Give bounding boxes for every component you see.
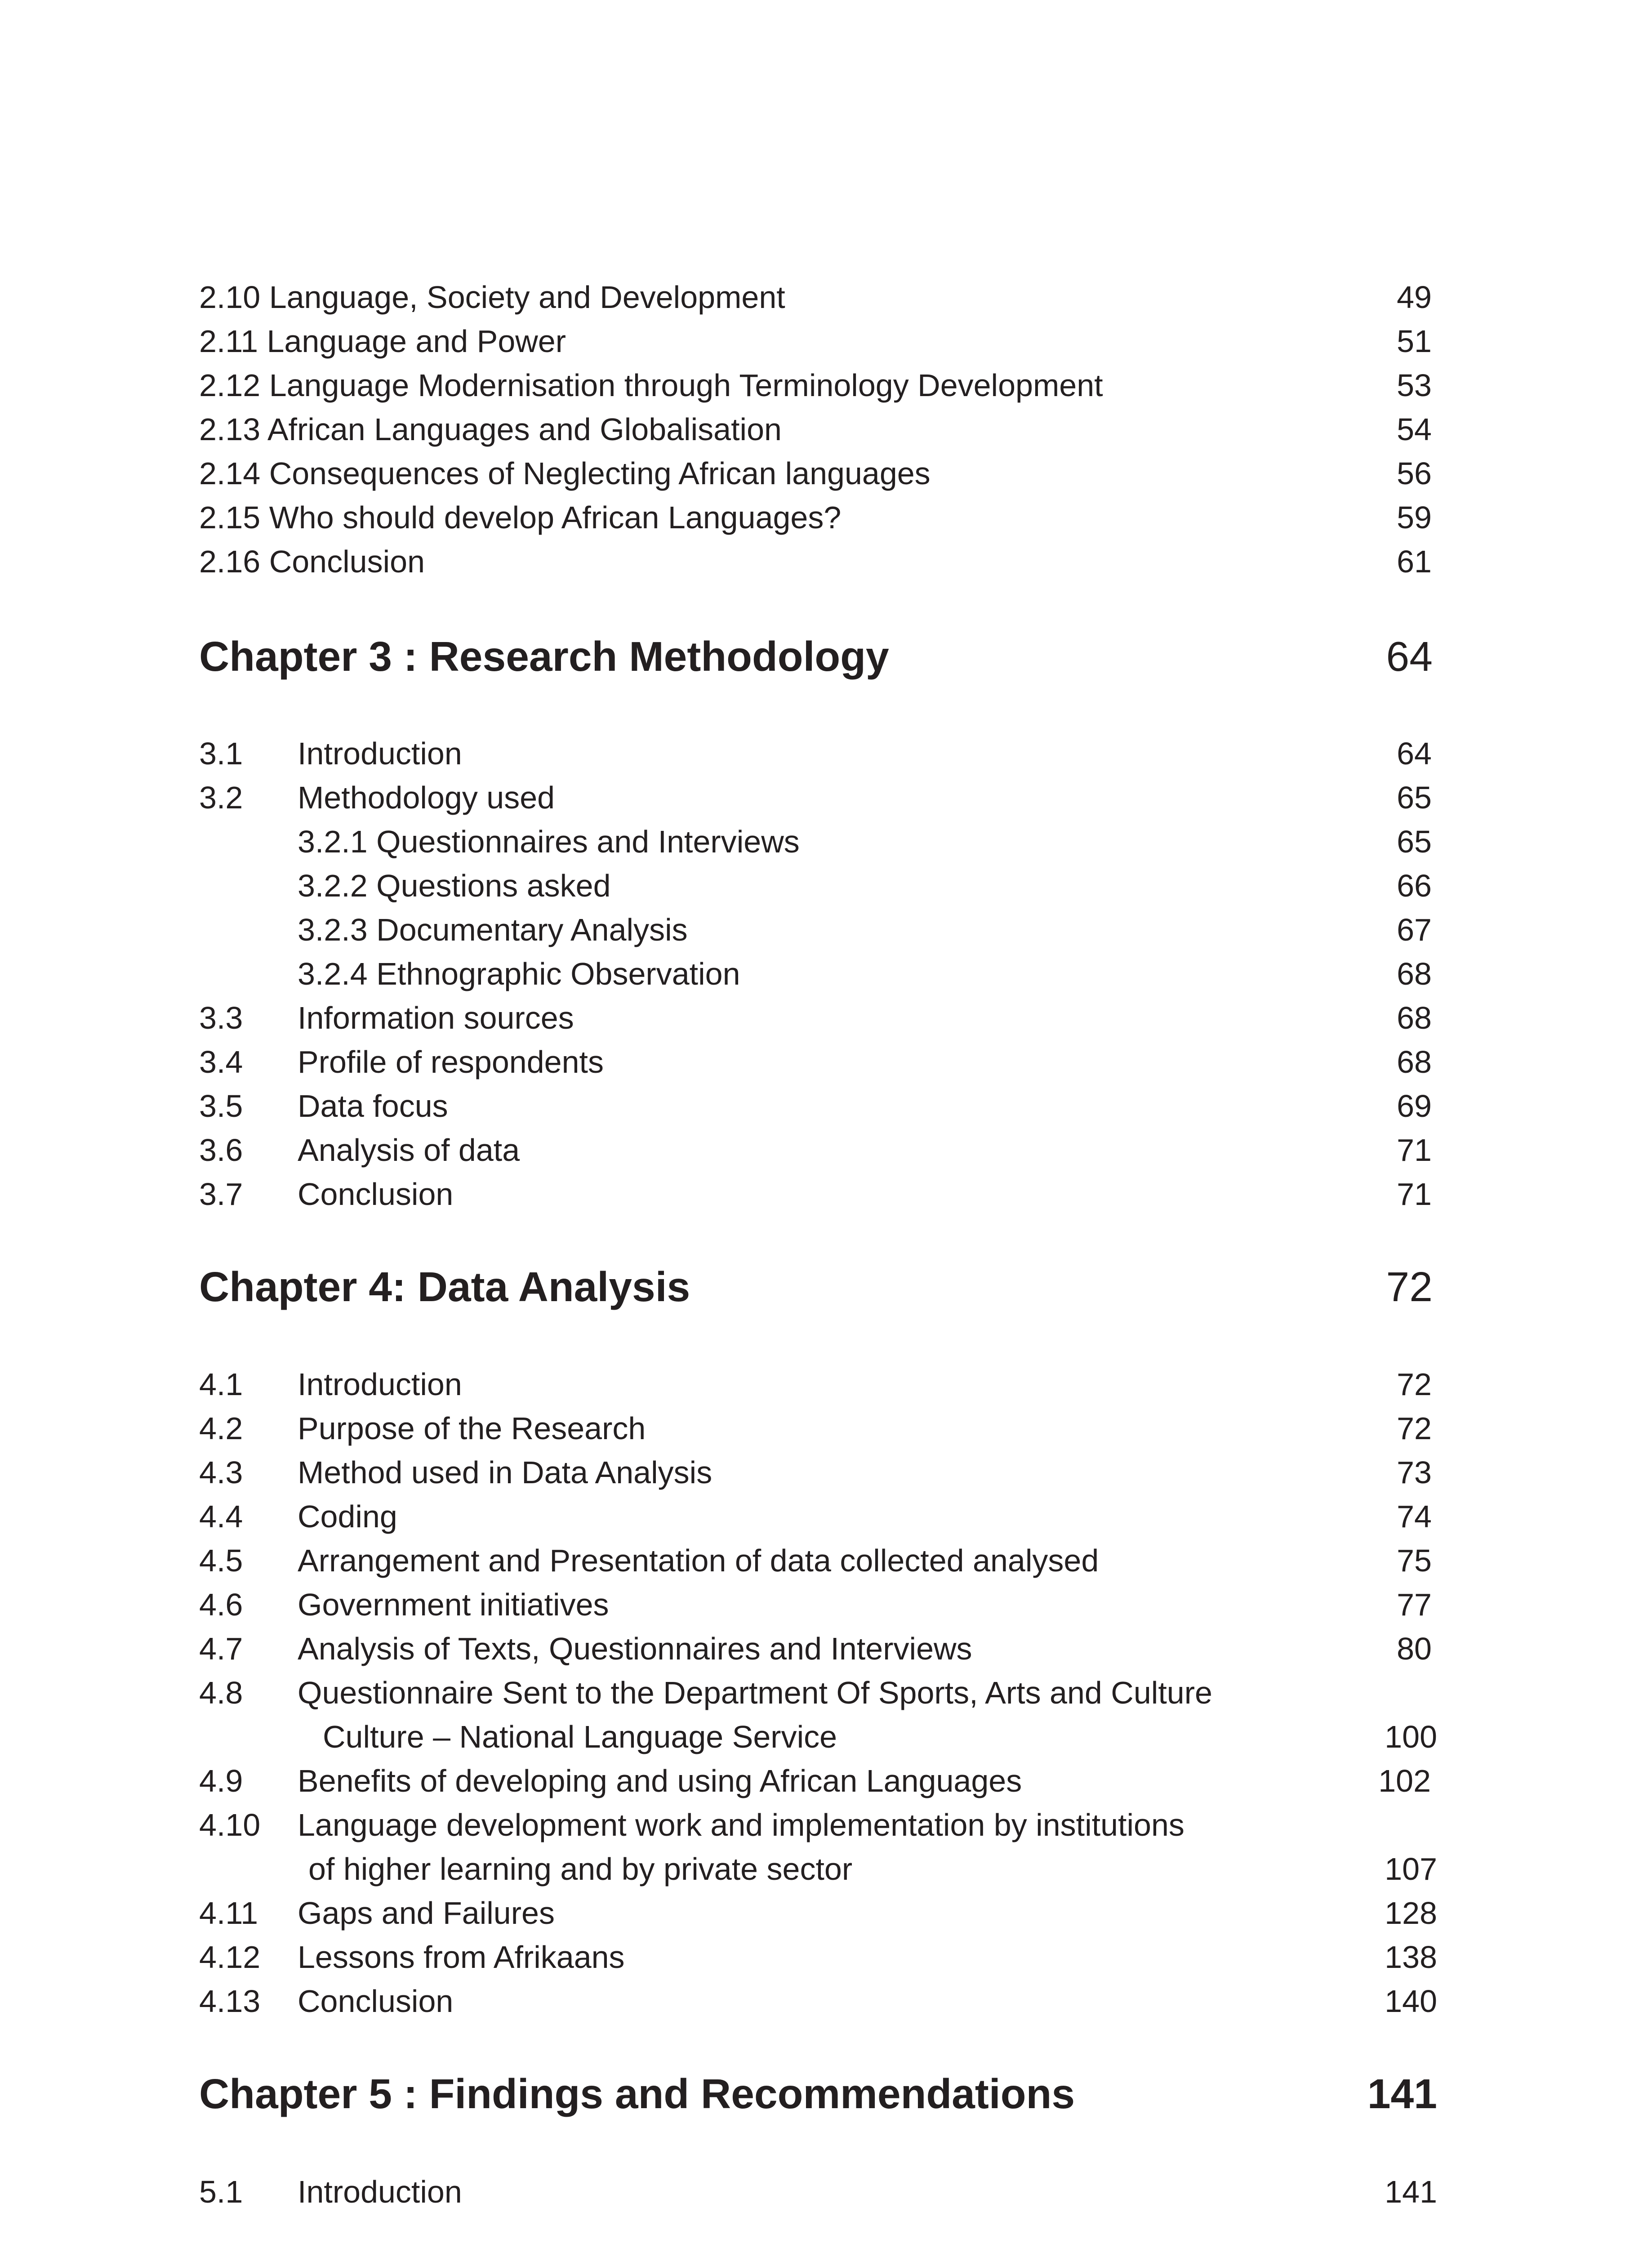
toc-entry-title: Language development work and implementation by institutions [298, 1807, 1184, 1842]
toc-entry[interactable] [0, 363, 1652, 407]
toc-entry-number: 3.4 [199, 1044, 243, 1079]
toc-entry-number: 4.10 [199, 1807, 261, 1842]
toc-entry-page: 100 [1385, 1719, 1437, 1754]
toc-entry[interactable] [0, 1406, 1652, 1450]
toc-entry-number: 4.9 [199, 1763, 243, 1798]
toc-entry-title: Coding [298, 1499, 397, 1534]
toc-entry-page: 66 [1397, 868, 1432, 903]
toc-entry-page: 49 [1397, 280, 1432, 315]
toc-entry[interactable] [0, 1979, 1652, 2023]
toc-entry-number: 3.6 [199, 1133, 243, 1168]
toc-entry[interactable] [0, 1084, 1652, 1128]
chapter-heading-4[interactable] [0, 1258, 1652, 1316]
chapter-title: Chapter 3 : Research Methodology [199, 633, 889, 680]
toc-entry-page: 75 [1397, 1543, 1432, 1578]
toc-entry[interactable] [0, 495, 1652, 540]
toc-entry-title: 2.13 African Languages and Globalisation [199, 412, 782, 447]
toc-entry-title: of higher learning and by private sector [308, 1851, 853, 1887]
toc-entry-title: 2.16 Conclusion [199, 544, 425, 579]
toc-entry-page: 51 [1397, 324, 1432, 359]
toc-entry[interactable] [0, 1172, 1652, 1216]
toc-entry-title: 2.14 Consequences of Neglecting African languages [199, 456, 931, 491]
toc-entry-page: 102 [1378, 1763, 1431, 1798]
toc-subentry[interactable] [0, 908, 1652, 952]
toc-entry-page: 138 [1385, 1940, 1437, 1975]
toc-entry-title: 3.2.2 Questions asked [298, 868, 611, 903]
chapter-page: 141 [1367, 2070, 1437, 2117]
toc-entry[interactable] [0, 1494, 1652, 1539]
toc-entry-title: Purpose of the Research [298, 1411, 646, 1446]
chapter-heading-5[interactable] [0, 2065, 1652, 2123]
toc-entry-page: 68 [1397, 956, 1432, 991]
toc-entry-number: 4.13 [199, 1984, 261, 2019]
toc-entry-page: 54 [1397, 412, 1432, 447]
toc-entry-page: 64 [1397, 736, 1432, 771]
toc-entry-title: Analysis of data [298, 1133, 520, 1168]
toc-entry-number: 4.6 [199, 1587, 243, 1622]
toc-entry-title: Lessons from Afrikaans [298, 1940, 625, 1975]
toc-entry-number: 5.1 [199, 2174, 243, 2209]
toc-entry-page: 59 [1397, 500, 1432, 535]
toc-entry-page: 80 [1397, 1631, 1432, 1666]
toc-entry[interactable] [0, 1935, 1652, 1979]
toc-entry-continuation[interactable] [0, 1715, 1652, 1759]
toc-subentry[interactable] [0, 864, 1652, 908]
toc-entry-page: 141 [1385, 2174, 1437, 2209]
toc-entry-page: 140 [1385, 1984, 1437, 2019]
toc-entry-page: 61 [1397, 544, 1432, 579]
toc-entry-page: 53 [1397, 368, 1432, 403]
toc-entry-title: Arrangement and Presentation of data collected analysed [298, 1543, 1099, 1578]
toc-entry-number: 4.12 [199, 1940, 261, 1975]
toc-entry-title: Analysis of Texts, Questionnaires and Interviews [298, 1631, 972, 1666]
toc-entry[interactable] [0, 2170, 1652, 2214]
toc-entry[interactable] [0, 1671, 1652, 1715]
toc-entry-page: 65 [1397, 824, 1432, 859]
toc-entry-number: 4.3 [199, 1455, 243, 1490]
toc-entry-number: 4.1 [199, 1367, 243, 1402]
toc-subentry[interactable] [0, 820, 1652, 864]
toc-entry-page: 74 [1397, 1499, 1432, 1534]
toc-entry-title: Introduction [298, 1367, 462, 1402]
toc-entry[interactable] [0, 1362, 1652, 1406]
toc-entry[interactable] [0, 1759, 1652, 1803]
toc-entry-title: Government initiatives [298, 1587, 609, 1622]
toc-entry-number: 3.1 [199, 736, 243, 771]
toc-entry-title: Culture – National Language Service [323, 1719, 837, 1754]
toc-entry[interactable] [0, 407, 1652, 451]
toc-entry-title: Profile of respondents [298, 1044, 604, 1079]
toc-entry[interactable] [0, 540, 1652, 584]
toc-entry-number: 4.7 [199, 1631, 243, 1666]
toc-entry-number: 4.8 [199, 1675, 243, 1710]
toc-entry-number: 3.7 [199, 1177, 243, 1212]
toc-entry[interactable] [0, 1128, 1652, 1172]
toc-entry[interactable] [0, 1040, 1652, 1084]
toc-entry[interactable] [0, 319, 1652, 363]
toc-entry[interactable] [0, 1803, 1652, 1847]
toc-entry[interactable] [0, 275, 1652, 319]
toc-entry-title: 2.11 Language and Power [199, 324, 566, 359]
toc-entry[interactable] [0, 1583, 1652, 1627]
toc-entry[interactable] [0, 1891, 1652, 1935]
toc-entry-title: Methodology used [298, 780, 555, 815]
toc-entry-title: Information sources [298, 1000, 574, 1035]
toc-entry-page: 72 [1397, 1411, 1432, 1446]
toc-entry-title: 3.2.4 Ethnographic Observation [298, 956, 740, 991]
toc-entry-page: 56 [1397, 456, 1432, 491]
toc-entry-page: 73 [1397, 1455, 1432, 1490]
toc-entry-title: Benefits of developing and using African Languages [298, 1763, 1022, 1798]
toc-entry-page: 71 [1397, 1133, 1432, 1168]
toc-entry[interactable] [0, 1450, 1652, 1494]
toc-entry-page: 77 [1397, 1587, 1432, 1622]
toc-entry[interactable] [0, 1627, 1652, 1671]
chapter-page: 72 [1386, 1263, 1433, 1310]
toc-entry-page: 67 [1397, 912, 1432, 947]
toc-entry-page: 72 [1397, 1367, 1432, 1402]
toc-entry-page: 71 [1397, 1177, 1432, 1212]
toc-entry-page: 107 [1385, 1851, 1437, 1887]
toc-entry-title: Gaps and Failures [298, 1896, 555, 1931]
toc-entry[interactable] [0, 776, 1652, 820]
toc-entry-title: Introduction [298, 736, 462, 771]
toc-entry-page: 68 [1397, 1044, 1432, 1079]
toc-entry-title: 2.10 Language, Society and Development [199, 280, 785, 315]
toc-entry-number: 4.4 [199, 1499, 243, 1534]
toc-entry-page: 65 [1397, 780, 1432, 815]
toc-entry[interactable] [0, 1539, 1652, 1583]
toc-entry-number: 4.11 [199, 1896, 258, 1931]
toc-entry-continuation[interactable] [0, 1847, 1652, 1891]
toc-subentry[interactable] [0, 952, 1652, 996]
chapter-title: Chapter 4: Data Analysis [199, 1263, 690, 1310]
toc-entry-title: 2.12 Language Modernisation through Terminology Development [199, 368, 1103, 403]
toc-entry-number: 3.5 [199, 1088, 243, 1124]
toc-entry[interactable] [0, 996, 1652, 1040]
toc-entry-title: Questionnaire Sent to the Department Of Sports, Arts and Culture [298, 1675, 1212, 1710]
chapter-heading-3[interactable] [0, 627, 1652, 686]
toc-entry-number: 4.5 [199, 1543, 243, 1578]
toc-entry[interactable] [0, 451, 1652, 495]
chapter-page: 64 [1386, 633, 1433, 680]
toc-entry-title: Introduction [298, 2174, 462, 2209]
toc-entry[interactable] [0, 731, 1652, 776]
toc-entry-page: 68 [1397, 1000, 1432, 1035]
toc-entry-title: Data focus [298, 1088, 448, 1124]
chapter-title: Chapter 5 : Findings and Recommendations [199, 2070, 1075, 2117]
toc-entry-page: 69 [1397, 1088, 1432, 1124]
toc-entry-title: Conclusion [298, 1984, 454, 2019]
toc-entry-title: 3.2.3 Documentary Analysis [298, 912, 688, 947]
toc-entry-title: Conclusion [298, 1177, 454, 1212]
toc-entry-page: 128 [1385, 1896, 1437, 1931]
toc-entry-title: 2.15 Who should develop African Languages? [199, 500, 842, 535]
toc-entry-number: 3.2 [199, 780, 243, 815]
toc-entry-number: 4.2 [199, 1411, 243, 1446]
toc-entry-number: 3.3 [199, 1000, 243, 1035]
toc-entry-title: Method used in Data Analysis [298, 1455, 712, 1490]
toc-entry-title: 3.2.1 Questionnaires and Interviews [298, 824, 800, 859]
